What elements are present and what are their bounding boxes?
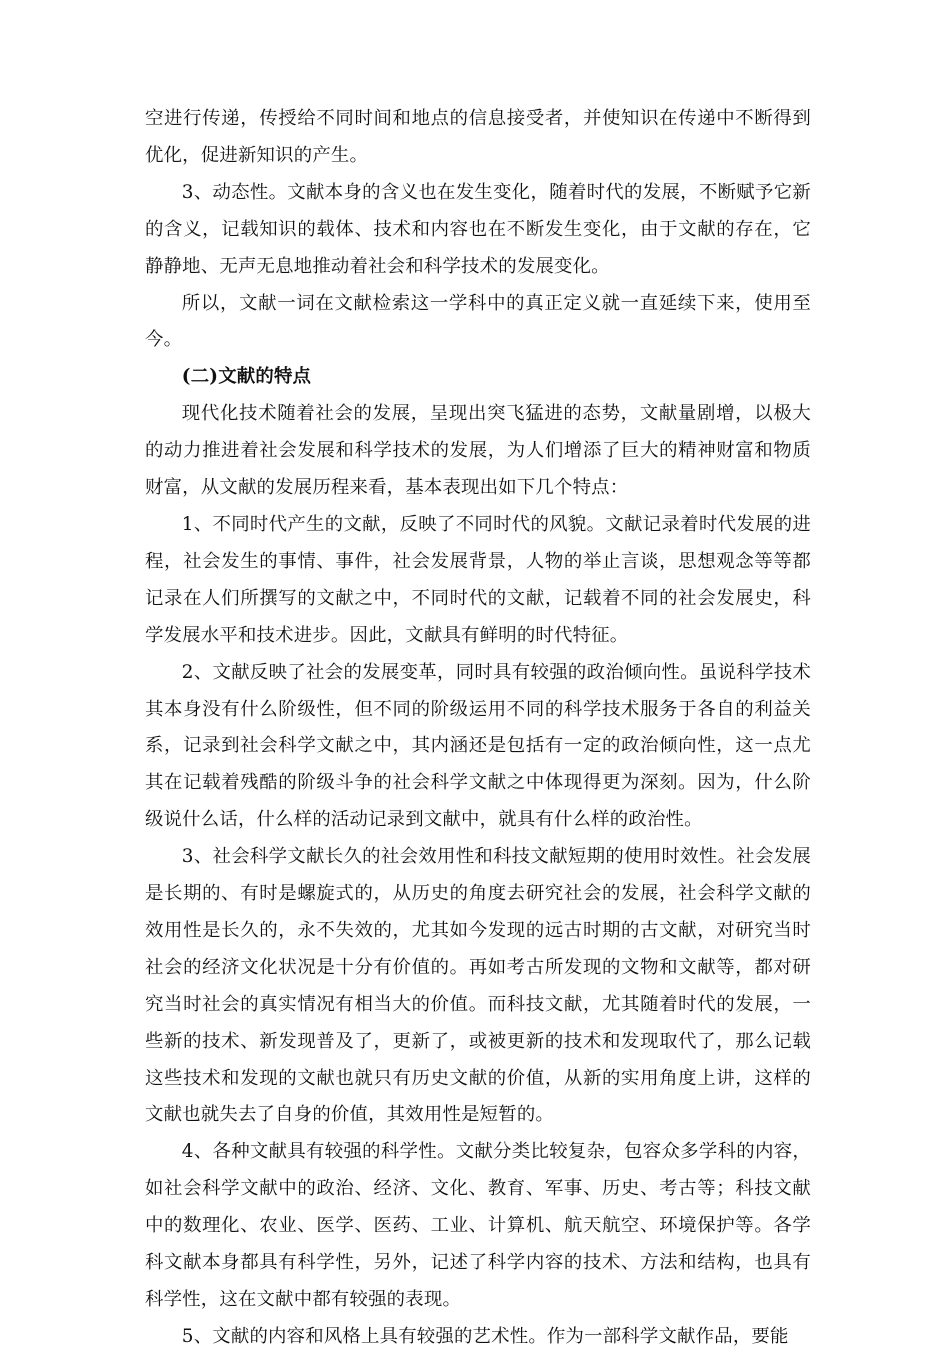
paragraph-feature-1: 1、不同时代产生的文献，反映了不同时代的风貌。文献记录着时代发展的进程，社会发生的事情、事件，社会发展背景，人物的举止言谈，思想观念等等都记录在人们所撰写的文献之中，不同时代的文献，记载着不同的社会发展史，科学发展水平和技术进步。因此，文献具有鲜明的时代特征。: [145, 513, 811, 646]
paragraph-feature-3: 3、社会科学文献长久的社会效用性和科技文献短期的使用时效性。社会发展是长期的、有时是螺旋式的，从历史的角度去研究社会的发展，社会科学文献的效用性是长久的，永不失效的，尤其如今发现的远古时期的古文献，对研究当时社会的经济文化状况是十分有价值的。再如考古所发现的文物和文献等，都对研究当时社会的真实情况有相当大的价值。而科技文献，尤其随着时代的发展，一些新的技术、新发现普及了，更新了，或被更新的技术和发现取代了，那么记载这些技术和发现的文献也就只有历史文献的价值，从新的实用角度上讲，这样的文献也就失去了自身的价值，其效用性是短暂的。: [145, 846, 811, 1126]
paragraph-definition-conclusion: 所以，文献一词在文献检索这一学科中的真正定义就一直延续下来，使用至今。: [145, 292, 811, 351]
paragraph-feature-5: 5、文献的内容和风格上具有较强的艺术性。作为一部科学文献作品，要能: [181, 1325, 789, 1347]
document-body: [145, 101, 811, 1356]
paragraph-feature-4: 4、各种文献具有较强的科学性。文献分类比较复杂，包容众多学科的内容，如社会科学文献中的政治、经济、文化、教育、军事、历史、考古等；科技文献中的数理化、农业、医学、医药、工业、计算机、航天航空、环境保护等。各学科文献本身都具有科学性，另外，记述了科学内容的技术、方法和结构，也具有科学性，这在文献中都有较强的表现。: [145, 1141, 811, 1310]
paragraph-features-intro: 现代化技术随着社会的发展，呈现出突飞猛进的态势，文献量剧增，以极大的动力推进着社会发展和科学技术的发展，为人们增添了巨大的精神财富和物质财富，从文献的发展历程来看，基本表现出如下几个特点：: [145, 403, 811, 499]
section-heading-features: (二)文献的特点: [181, 366, 312, 388]
paragraph-continuation: 空进行传递，传授给不同时间和地点的信息接受者，并使知识在传递中不断得到优化，促进新知识的产生。: [145, 108, 811, 166]
paragraph-feature-2: 2、文献反映了社会的发展变革，同时具有较强的政治倾向性。虽说科学技术其本身没有什么阶级性，但不同的阶级运用不同的科学技术服务于各自的利益关系，记录到社会科学文献之中，其内涵还是包括有一定的政治倾向性，这一点尤其在记载着残酷的阶级斗争的社会科学文献之中体现得更为深刻。因为，什么阶级说什么话，什么样的活动记录到文献中，就具有什么样的政治性。: [145, 661, 811, 831]
paragraph-dynamic-nature: 3、动态性。文献本身的含义也在发生变化，随着时代的发展，不断赋予它新的含义，记载知识的载体、技术和内容也在不断发生变化，由于文献的存在，它静静地、无声无息地推动着社会和科学技术的发展变化。: [145, 181, 811, 277]
